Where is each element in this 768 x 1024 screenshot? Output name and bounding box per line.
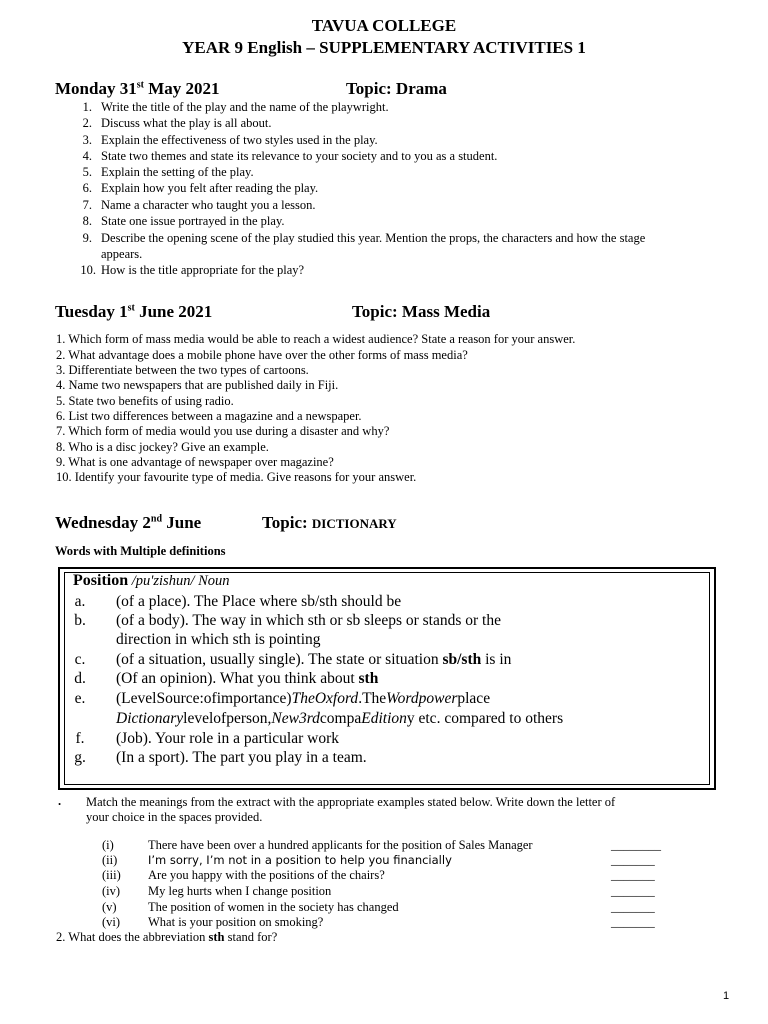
definition-letter: f. [75, 730, 85, 747]
dictionary-day: Wednesday 2 [55, 513, 151, 532]
drama-item: Discuss what the play is all about. [101, 116, 272, 130]
definition-text [116, 690, 490, 708]
media-item: 5. State two benefits of using radio. [56, 394, 234, 408]
media-item: 10. Identify your favourite type of media. Give reasons for your answer. [56, 470, 417, 484]
definition-text-part: is in [481, 651, 512, 668]
drama-item: Write the title of the play and the name of the playwright. [101, 100, 389, 114]
drama-num: 3. [82, 133, 92, 147]
abbreviation-bold: sth [208, 930, 225, 944]
question-number: (iv) [102, 884, 121, 898]
media-item: 6. List two differences between a magazine and a newspaper. [56, 409, 362, 423]
dictionary-topic [262, 513, 397, 533]
media-day-sup: st [127, 302, 135, 314]
page-number: 1 [723, 990, 730, 1002]
drama-item: State two themes and state its relevance to your society and to you as a student. [101, 149, 498, 163]
definition-letter: e. [74, 690, 86, 707]
media-item: 8. Who is a disc jockey? Give an example. [56, 440, 269, 454]
media-item: 3. Differentiate between the two types of cartoons. [56, 363, 309, 377]
definition-text: direction in which sth is pointing [116, 631, 321, 648]
definition-italic: Edition [361, 710, 407, 727]
question-text: Are you happy with the positions of the chairs? [148, 868, 385, 882]
question-number: (v) [102, 900, 117, 914]
definition-letter: b. [74, 612, 86, 629]
abbreviation-question-text: stand for? [224, 930, 278, 944]
drama-day-sup: st [136, 79, 144, 91]
answer-blank[interactable]: ________ [611, 838, 661, 852]
drama-num: 5. [82, 165, 92, 179]
dictionary-day-sup: nd [150, 513, 163, 525]
drama-item: Explain the effectiveness of two styles used in the play. [101, 133, 378, 147]
instruction-line: your choice in the spaces provided. [86, 810, 263, 824]
question-number: (i) [102, 838, 114, 852]
definition-letter: d. [74, 670, 86, 687]
definition-text-part: .The [358, 690, 387, 707]
question-text: What is your position on smoking? [148, 915, 324, 929]
question-text: The position of women in the society has changed [148, 900, 399, 914]
definition-text-part: y etc. compared to others [406, 710, 564, 727]
definition-text-part: compa [319, 710, 362, 727]
drama-item: Explain the setting of the play. [101, 165, 254, 179]
dictionary-topic-prefix: Topic: [262, 513, 312, 532]
drama-item: Describe the opening scene of the play studied this year. Mention the props, the characters and how the stage [101, 231, 646, 245]
definition-text: (of a body). The way in which sth or sb sleeps or stands or the [116, 612, 501, 629]
dictionary-entry-headword [73, 572, 230, 590]
definition-italic: TheOxford [291, 690, 359, 707]
drama-num: 2. [82, 116, 92, 130]
media-day-rest: June 2021 [134, 302, 213, 321]
question-text: There have been over a hundred applicants for the position of Sales Manager [148, 838, 533, 852]
drama-num: 7. [82, 198, 92, 212]
dictionary-topic-word: DICTIONARY [311, 516, 397, 531]
definition-italic: Wordpower [386, 690, 458, 707]
question-number: (ii) [102, 853, 118, 867]
document-subtitle: YEAR 9 English – SUPPLEMENTARY ACTIVITIES 1 [182, 38, 586, 57]
definition-text: (Job). Your role in a particular work [116, 730, 339, 747]
drama-item: Explain how you felt after reading the play. [101, 181, 319, 195]
definition-text: (In a sport). The part you play in a team. [116, 749, 367, 766]
media-day-heading [55, 302, 212, 322]
question-number: (iii) [102, 868, 121, 882]
definition-text-part: levelofperson, [183, 710, 272, 727]
answer-blank[interactable]: _______ [611, 900, 655, 914]
definition-italic: New3rd [271, 710, 320, 727]
definition-letter: c. [74, 651, 86, 668]
school-title: TAVUA COLLEGE [311, 16, 457, 35]
media-item: 7. Which form of media would you use during a disaster and why? [56, 424, 390, 438]
media-day: Tuesday 1 [55, 302, 128, 321]
media-item: 2. What advantage does a mobile phone have over the other forms of mass media? [56, 348, 468, 362]
dictionary-subheading: Words with Multiple definitions [55, 544, 226, 558]
question-number: (vi) [102, 915, 121, 929]
answer-blank[interactable]: _______ [611, 884, 655, 898]
entry-word: Position [73, 572, 129, 589]
media-topic: Topic: Mass Media [352, 302, 491, 321]
drama-num: 6. [82, 181, 92, 195]
drama-item: How is the title appropriate for the play? [101, 263, 305, 277]
drama-day: Monday 31 [55, 79, 137, 98]
drama-item-continuation: appears. [101, 247, 143, 261]
abbreviation-question [56, 930, 277, 945]
drama-day-rest: May 2021 [143, 79, 220, 98]
drama-item: Name a character who taught you a lesson. [101, 198, 316, 212]
drama-num: 9. [82, 231, 92, 245]
drama-num: 8. [82, 214, 92, 228]
answer-blank[interactable]: _______ [611, 915, 655, 929]
media-item: 9. What is one advantage of newspaper over magazine? [56, 455, 334, 469]
answer-blank[interactable]: _______ [611, 868, 655, 882]
drama-day-heading [55, 79, 220, 99]
definition-text-part: (Of an opinion). What you think about [116, 670, 359, 687]
definition-text: (of a place). The Place where sb/sth should be [116, 593, 402, 610]
entry-pronunciation: /pu'zishun/ Noun [128, 573, 230, 589]
question-text: My leg hurts when I change position [148, 884, 332, 898]
definition-text [116, 651, 511, 669]
media-item: 1. Which form of mass media would be able to reach a widest audience? State a reason for your answer. [56, 332, 576, 346]
instruction-bullet: . [58, 794, 62, 808]
question-text: I’m sorry, I’m not in a position to help you financially [148, 853, 452, 867]
instruction-line: Match the meanings from the extract with the appropriate examples stated below. Write down the letter of [86, 795, 616, 809]
drama-num: 1. [82, 100, 92, 114]
definition-italic: Dictionary [116, 710, 184, 727]
definition-letter: a. [74, 593, 86, 610]
definition-text-part: (of a situation, usually single). The state or situation [116, 651, 443, 668]
dictionary-day-heading [55, 513, 201, 533]
definition-text [116, 710, 563, 728]
definition-bold: sb/sth [442, 651, 482, 668]
definition-letter: g. [74, 749, 86, 766]
drama-item: State one issue portrayed in the play. [101, 214, 285, 228]
definition-bold: sth [358, 670, 379, 687]
drama-topic: Topic: Drama [346, 79, 447, 98]
answer-blank[interactable]: _______ [611, 853, 655, 867]
definition-text [116, 670, 378, 688]
media-item: 4. Name two newspapers that are published daily in Fiji. [56, 378, 339, 392]
abbreviation-question-text: 2. What does the abbreviation [56, 930, 209, 944]
definition-text-part: place [457, 690, 491, 707]
definition-text-part: (LevelSource:ofimportance) [116, 690, 292, 707]
dictionary-day-rest: June [162, 513, 202, 532]
drama-num: 10. [80, 263, 96, 277]
drama-num: 4. [82, 149, 92, 163]
